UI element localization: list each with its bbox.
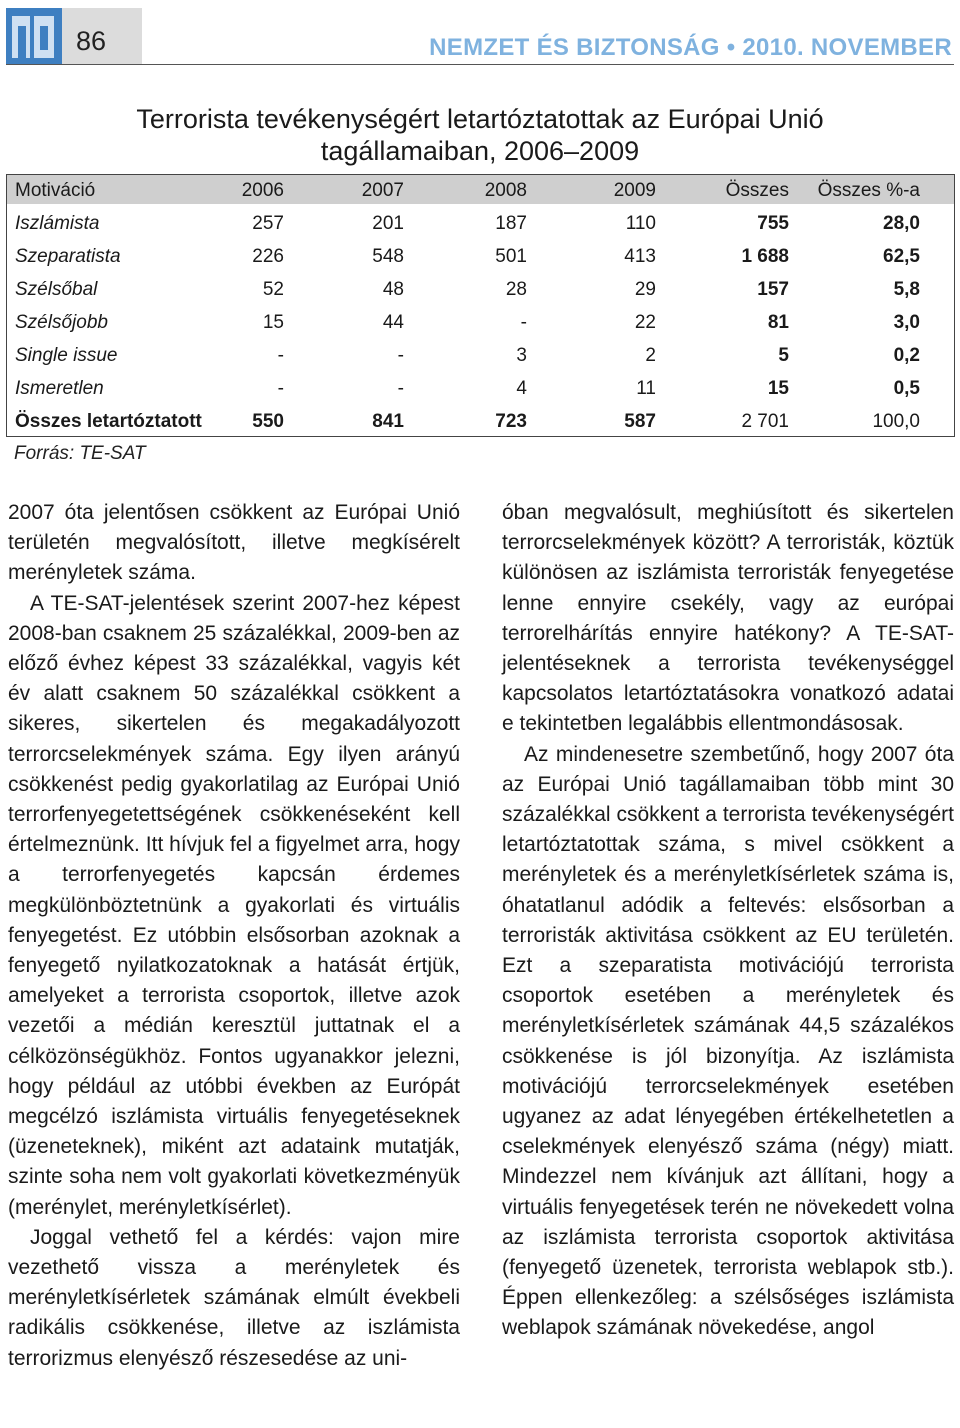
cell-2007: - — [397, 378, 404, 399]
row-label: Szélsőbal — [15, 279, 98, 300]
table-source: Forrás: TE-SAT — [14, 443, 146, 464]
cell-total: 15 — [767, 378, 789, 399]
total-2006: 550 — [252, 411, 284, 432]
total-label: Összes letartóztatott — [15, 411, 202, 432]
table-row — [7, 241, 954, 274]
col-header-2006: 2006 — [241, 180, 284, 201]
cell-total: 81 — [767, 312, 789, 333]
body-column-right — [502, 498, 954, 1344]
cell-2006: 226 — [252, 246, 284, 267]
cell-2007: 201 — [372, 213, 404, 234]
table-row — [7, 340, 954, 373]
cell-2008: 4 — [516, 378, 527, 399]
col-header-motivation: Motiváció — [15, 180, 96, 201]
row-label: Szeparatista — [15, 246, 121, 267]
paragraph: Joggal vethető fel a kérdés: vajon mire vezethető vissza a merényletek és merényletkísérletek számának elmúlt évekbeli radikális csökkenése, illetve az iszlámista terrorizmus elenyésző részesedése az uni- — [8, 1225, 460, 1370]
arrests-table — [6, 174, 955, 437]
row-label: Single issue — [15, 345, 118, 366]
cell-2008: - — [520, 312, 527, 333]
cell-2006: 257 — [252, 213, 284, 234]
col-header-2008: 2008 — [484, 180, 527, 201]
paragraph: Az mindenesetre szembetűnő, hogy 2007 óta az Európai Unió tagállamaiban több mint 30 százalékkal csökkent a terrorista tevékenységért letartóztatottak száma, s mivel csökkent a merényletek és a merényletkísérletek száma is, óhatatlanul adódik a feltevés: elsősorban a terroristák aktivitása csökkent az EU területén. Ezt a szeparatista motivációjú terrorista csoportok esetében a merényletek és merényletkísérletek számának 44,5 százalékos csökkenése is jól bizonyítja. Az iszlámista motivációjú terrorcselekmények esetében ugyanez az adat lényegében értékelhetetlen a cselekmények elenyésző száma (négy) miatt. Mindezzel nem kívánjuk azt állítani, hogy a virtuális fenyegetések terén ne növekedett volna az iszlámista terrorista csoportok aktivitása (fenyegető üzenetek, terrorista weblapok stb.). Éppen ellenkezőleg: a szélsőséges iszlámista weblapok számának növekedése, angol — [502, 742, 954, 1340]
journal-logo — [6, 8, 62, 64]
table-total-row — [7, 406, 954, 439]
col-header-2007: 2007 — [361, 180, 404, 201]
row-label: Szélsőjobb — [15, 312, 108, 333]
cell-2008: 501 — [495, 246, 527, 267]
cell-2006: 52 — [262, 279, 284, 300]
table-row — [7, 307, 954, 340]
cell-2008: 3 — [516, 345, 527, 366]
total-percent: 100,0 — [872, 411, 920, 432]
total-2007: 841 — [372, 411, 404, 432]
cell-2007: 48 — [382, 279, 404, 300]
cell-percent: 28,0 — [883, 213, 920, 234]
total-2008: 723 — [495, 411, 527, 432]
cell-total: 755 — [757, 213, 789, 234]
cell-2006: 15 — [262, 312, 284, 333]
cell-2009: 2 — [645, 345, 656, 366]
table-row — [7, 274, 954, 307]
cell-2007: - — [397, 345, 404, 366]
table-row — [7, 208, 954, 241]
paragraph: óban megvalósult, meghiúsított és sikertelen terrorcselekmények között? A terroristák, köztük különösen az iszlámista terroristák fenyegetése lenne ennyire csekély, vagy az európai terrorelhárítás ennyire hatékony? A TE-SAT-jelentéseknek a terrorista tevékenységgel kapcsolatos letartóztatásokra vonatkozó adatai e tekintetben legalábbis ellentmondásosak. — [502, 501, 954, 736]
col-header-total: Összes — [725, 180, 789, 201]
cell-2008: 28 — [505, 279, 527, 300]
cell-total: 5 — [778, 345, 789, 366]
cell-total: 1 688 — [741, 246, 789, 267]
table-header-row — [7, 175, 954, 208]
cell-percent: 62,5 — [883, 246, 920, 267]
cell-percent: 0,5 — [893, 378, 920, 399]
total-sum: 2 701 — [741, 411, 789, 432]
cell-2009: 413 — [624, 246, 656, 267]
body-column-left — [8, 498, 460, 1374]
cell-percent: 5,8 — [893, 279, 920, 300]
row-label: Iszlámista — [15, 213, 100, 234]
cell-2007: 44 — [382, 312, 404, 333]
cell-2006: - — [277, 378, 284, 399]
col-header-total-percent: Összes %-a — [817, 180, 920, 201]
paragraph: A TE-SAT-jelentések szerint 2007-hez képest 2008-ban csaknem 25 százalékkal, 2009-ben az előző évhez képest 33 százalékkal, vagyis két év alatt csaknem 50 százalékkal csökkent a sikeres, sikertelen és megakadályozott terrorcselekmények száma. Egy ilyen arányú csökkenést pedig gyakorlatilag az Európai Unió terrorfenyegetettségének csökkenéseként kell értelmeznünk. Itt hívjuk fel a figyelmet arra, hogy a terrorfenyegetés kapcsán érdemes megkülönböztetnünk a gyakorlati és virtuális fenyegetést. Ez utóbbin elsősorban azoknak a fenyegető nyilatkozatoknak a hatását értjük, amelyeket a terrorista csoportok, illetve azok vezetői a médián keresztül juttatnak el a célközönségükhöz. Fontos ugyanakkor jelezni, hogy például az utóbbi években az Európát megcélzó iszlámista virtuális fenyegetéseknek (üzeneteknek), miként azt adataink mutatják, szinte soha nem volt gyakorlati következményük (merénylet, merényletkísérlet). — [8, 591, 460, 1219]
cell-2009: 29 — [634, 279, 656, 300]
total-2009: 587 — [624, 411, 656, 432]
cell-percent: 3,0 — [893, 312, 920, 333]
col-header-2009: 2009 — [613, 180, 656, 201]
cell-2008: 187 — [495, 213, 527, 234]
table-title-line2: tagállamaiban, 2006–2009 — [320, 136, 640, 166]
running-header: NEMZET ÉS BIZTONSÁG • 2010. NOVEMBER — [429, 34, 952, 61]
page-number: 86 — [76, 26, 107, 56]
table-row — [7, 373, 954, 406]
row-label: Ismeretlen — [15, 378, 104, 399]
cell-2009: 11 — [636, 378, 656, 399]
cell-total: 157 — [757, 279, 789, 300]
cell-2009: 22 — [634, 312, 656, 333]
cell-2009: 110 — [625, 213, 656, 234]
cell-percent: 0,2 — [893, 345, 920, 366]
table-title-line1: Terrorista tevékenységért letartóztatottak az Európai Unió — [136, 104, 824, 134]
cell-2007: 548 — [372, 246, 404, 267]
header-rule — [6, 64, 954, 65]
cell-2006: - — [277, 345, 284, 366]
paragraph: 2007 óta jelentősen csökkent az Európai Unió területén megvalósított, illetve megkísérelt merényletek száma. — [8, 501, 460, 585]
